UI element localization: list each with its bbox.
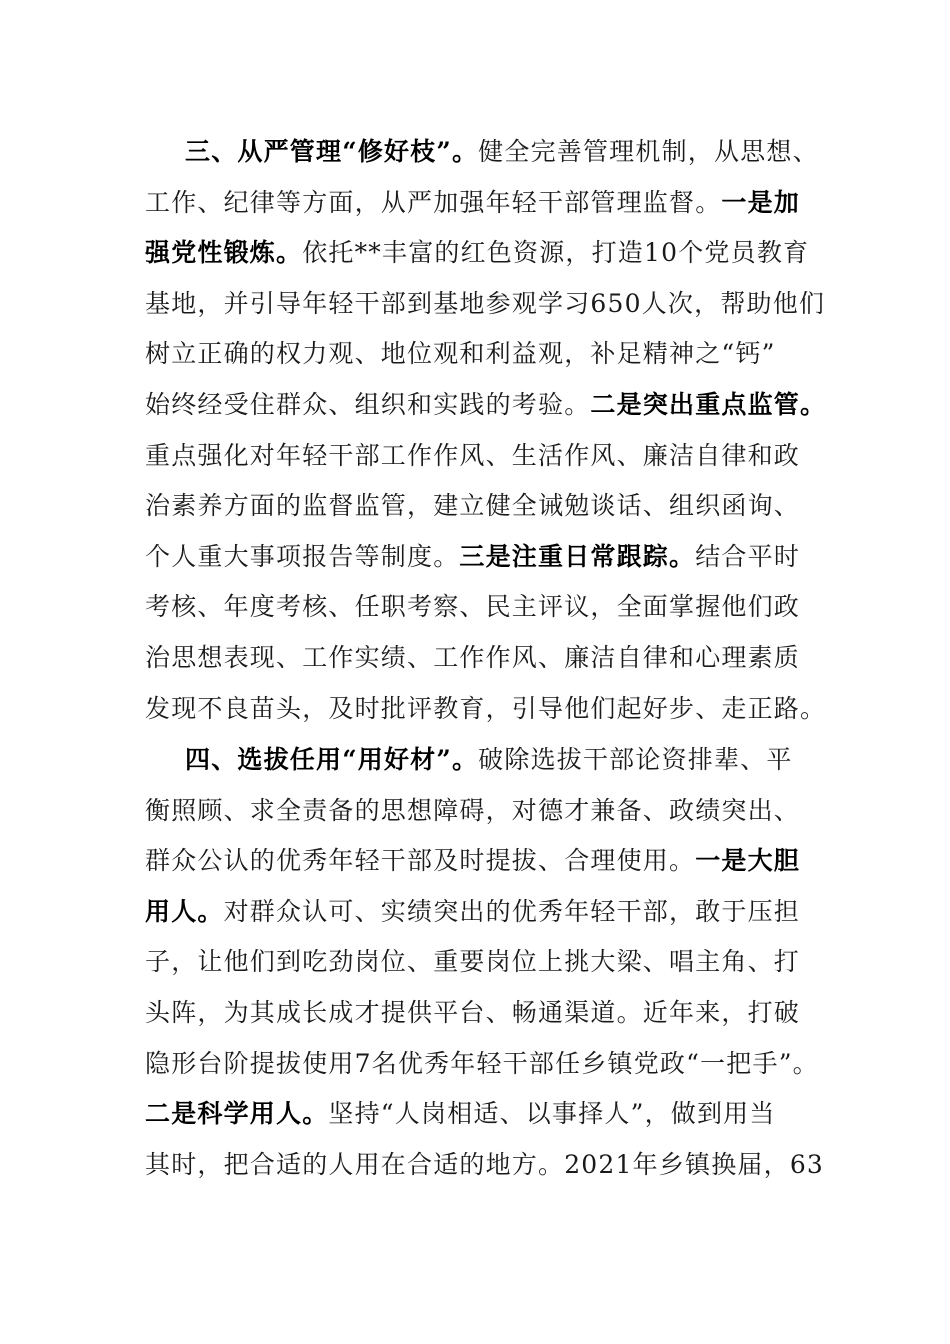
- text-line: [145, 887, 825, 938]
- text-line: [145, 481, 825, 532]
- body-text: 破除选拔干部论资排辈、平: [478, 745, 793, 774]
- bold-heading-text: 一是大胆: [695, 846, 801, 876]
- bold-heading-text: 二是科学用人。: [145, 1099, 329, 1129]
- text-line: [145, 735, 825, 786]
- bold-heading-text: 强党性锻炼。: [145, 238, 303, 268]
- text-line: [145, 228, 825, 279]
- body-text: 子，让他们到吃劲岗位、重要岗位上挑大梁、唱主角、打: [145, 947, 801, 977]
- body-text: 工作、纪律等方面，从严加强年轻干部管理监督。: [145, 187, 722, 217]
- text-line: [145, 684, 825, 735]
- text-line: [145, 937, 825, 988]
- body-text: 考核、年度考核、任职考察、民主评议，全面掌握他们政: [145, 592, 801, 622]
- text-line: [145, 1089, 825, 1140]
- body-text: 结合平时: [695, 541, 801, 571]
- paragraph-strict-management: [145, 127, 825, 734]
- text-line: [145, 1039, 825, 1090]
- body-text: 群众公认的优秀年轻干部及时提拔、合理使用。: [145, 846, 696, 876]
- text-line: [145, 279, 825, 330]
- body-text: 衡照顾、求全责备的思想障碍，对德才兼备、政绩突出、: [145, 795, 801, 825]
- text-line: [145, 380, 825, 431]
- body-text: 坚持“人岗相适、以事择人”，做到用当: [328, 1099, 776, 1129]
- body-text: 隐形台阶提拔使用7名优秀年轻干部任乡镇党政“一把手”。: [145, 1048, 819, 1078]
- body-text: 头阵，为其成长成才提供平台、畅通渠道。近年来，打破: [145, 997, 801, 1027]
- body-text: 个人重大事项报告等制度。: [145, 541, 460, 571]
- text-line: [145, 836, 825, 887]
- text-line: [145, 1140, 825, 1191]
- bold-heading-text: 二是突出重点监管。: [590, 389, 827, 419]
- text-line: [145, 532, 825, 583]
- text-line: [145, 582, 825, 633]
- bold-heading-text: 一是加: [721, 187, 801, 217]
- text-line: [145, 178, 825, 229]
- bold-heading-text: 三是注重日常跟踪。: [459, 541, 696, 571]
- text-line: [145, 988, 825, 1039]
- body-text: 发现不良苗头，及时批评教育，引导他们起好步、走正路。: [145, 693, 827, 723]
- text-line: [145, 786, 825, 837]
- bold-heading-text: 三、从严管理“修好枝”。: [185, 137, 479, 166]
- bold-heading-text: 四、选拔任用“用好材”。: [185, 745, 479, 774]
- text-line: [145, 127, 825, 178]
- body-text: 重点强化对年轻干部工作作风、生活作风、廉洁自律和政: [145, 440, 801, 470]
- text-line: [145, 329, 825, 380]
- body-text: 其时，把合适的人用在合适的地方。2021年乡镇换届，63: [145, 1149, 825, 1179]
- text-line: [145, 431, 825, 482]
- body-text: 树立正确的权力观、地位观和利益观，补足精神之“钙”: [145, 339, 776, 369]
- bold-heading-text: 用人。: [145, 896, 224, 926]
- body-text: 依托**丰富的红色资源，打造10个党员教育: [302, 238, 810, 268]
- body-text: 健全完善管理机制，从思想、: [478, 137, 819, 166]
- text-line: [145, 633, 825, 684]
- body-text: 始终经受住群众、组织和实践的考验。: [145, 389, 591, 419]
- body-text: 基地，并引导年轻干部到基地参观学习650人次，帮助他们: [145, 288, 826, 318]
- body-text: 治素养方面的监督监管，建立健全诫勉谈话、组织函询、: [145, 491, 801, 521]
- body-text: 治思想表现、工作实绩、工作作风、廉洁自律和心理素质: [145, 642, 801, 672]
- paragraph-selection-appointment: [145, 735, 825, 1190]
- body-text: 对群众认可、实绩突出的优秀年轻干部，敢于压担: [223, 896, 801, 926]
